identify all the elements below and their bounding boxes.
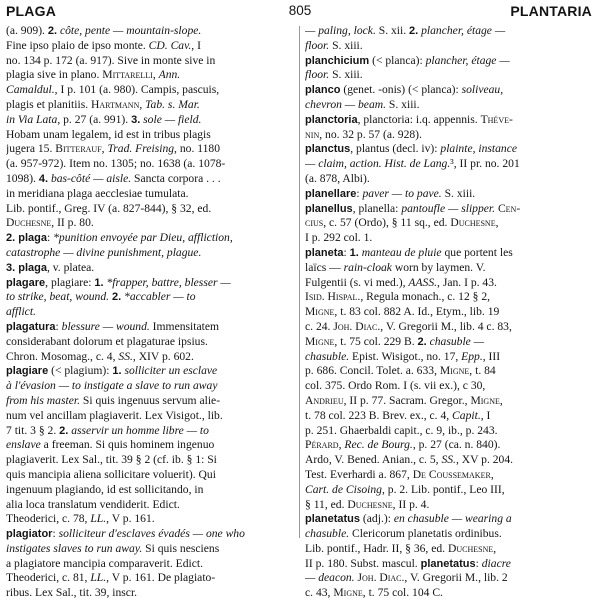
text-run: Cart. de Cisoing <box>305 482 382 496</box>
text-line <box>6 246 298 261</box>
text-line <box>305 172 595 187</box>
text-run: , t. 83 col. 882 A. Id., Etym., lib. 19 <box>334 305 500 319</box>
headword: 2. <box>409 25 419 37</box>
text-run: from his master. <box>6 393 80 407</box>
text-line <box>305 586 595 601</box>
text-run: , planctoria: i.q. appennis. <box>357 112 481 126</box>
text-run: ³, II pr. no. 201 <box>450 157 520 171</box>
text-run: CD. Cav. <box>148 38 192 52</box>
text-line <box>305 128 595 143</box>
text-run: LL. <box>90 571 107 585</box>
text-run: Fine ipso plaio de ipso monte. <box>6 38 149 52</box>
text-line <box>305 202 595 217</box>
text-run: sole — field. <box>140 112 202 126</box>
text-run: (adj.): <box>360 512 394 526</box>
text-run: — paling, lock. <box>305 24 376 37</box>
text-line <box>305 542 595 557</box>
text-run: Duchesne <box>447 541 494 555</box>
text-line <box>305 394 595 409</box>
text-run: floor. <box>305 38 330 52</box>
text-run: , <box>139 97 146 111</box>
text-run: solliciteur d'esclaves évadés — one who <box>58 527 245 541</box>
text-line <box>6 350 298 365</box>
text-run: en chasuble — wearing a <box>393 512 512 526</box>
text-line <box>6 157 298 172</box>
headword: planellare <box>305 187 357 200</box>
text-run: Hartmann <box>91 97 140 111</box>
text-line <box>6 335 298 350</box>
text-line <box>6 557 298 572</box>
text-line <box>6 424 298 439</box>
headword: 1. <box>94 276 104 289</box>
text-run: a plagiatore mancipia comparaverit. Edict. <box>6 556 204 570</box>
headword: 2. <box>417 335 427 348</box>
text-line <box>305 527 595 542</box>
right-column <box>305 24 595 601</box>
text-run: S. xiii. <box>329 38 363 52</box>
text-line <box>305 320 595 335</box>
text-run: Pérard <box>305 438 339 452</box>
text-run: à l'évasion — to instigate a slave to run away <box>6 379 218 393</box>
text-run: , II p. 4. <box>392 497 430 511</box>
text-run: Joh. Diac. <box>333 319 381 333</box>
text-run: , II p. 77. Sacram. Gregor., <box>343 393 471 407</box>
text-run: S. xiii. <box>329 68 363 82</box>
text-run: 1098). <box>6 171 39 185</box>
text-run: , p. 27 (a. 991). <box>57 112 132 126</box>
text-run: Mittarelli <box>102 68 153 82</box>
text-line <box>6 98 298 113</box>
text-run: Trad. Freising <box>107 142 175 156</box>
text-line <box>6 83 298 98</box>
text-run: in meridiana plaga aecclesiae tumulata. <box>6 186 189 200</box>
text-run: *frapper, battre, blesser — <box>103 275 231 289</box>
text-line <box>305 187 595 202</box>
text-run: Duchesne <box>6 216 52 230</box>
text-run: Lib. pontif., Hadr. II, § 36, ed. <box>305 541 448 555</box>
text-line <box>6 571 298 586</box>
text-line <box>305 557 595 572</box>
text-line <box>305 483 595 498</box>
text-line <box>6 409 298 424</box>
text-line <box>6 305 298 320</box>
text-run: c. 24. <box>305 319 334 333</box>
text-run: nin <box>305 127 320 141</box>
text-run: ribus. Lex Sal., tit. 39, inscr. <box>6 586 138 600</box>
text-run: I p. 292 col. 1. <box>305 231 373 245</box>
text-line <box>305 350 595 365</box>
text-run: plagis et planitiis. <box>6 97 92 111</box>
text-run: , <box>493 541 497 555</box>
text-line <box>305 157 595 172</box>
text-run: col. 375. Ordo Rom. I (s. vii ex.), c 30, <box>305 379 486 393</box>
text-run: , t. 84 <box>469 364 496 378</box>
text-run: p. 686. Concil. Tolet. a. 633, <box>305 364 440 378</box>
text-run: plagiaverit. Lex Sal., tit. 39 § 2 (cf. ib. § 1: Si <box>6 453 217 467</box>
text-run: Test. Everhardi a. 867, <box>305 467 413 481</box>
text-line <box>6 187 298 202</box>
text-line <box>6 394 298 409</box>
text-run: Hobam unam legalem, id est in tribus plagis <box>6 127 211 141</box>
text-line <box>6 54 298 69</box>
text-run: asservir un homme libre — to <box>68 423 209 437</box>
text-run: , plantus (decl. iv): <box>350 142 441 156</box>
text-run: p. 251. Ghaerbaldi capit., c. 9, ib., p. 243. <box>305 423 498 437</box>
headword: 2. plaga <box>6 232 47 245</box>
text-run: , <box>495 216 499 230</box>
text-run: (genet. -onis) (< planca): <box>340 83 462 97</box>
headword: planchicium <box>305 54 370 67</box>
text-line <box>6 39 298 54</box>
text-run: Sancta corpora . . . <box>131 171 221 185</box>
text-run: Théve- <box>480 112 513 126</box>
text-run: *accabler — to <box>121 290 196 304</box>
text-run: , Regula monach., c. 12 § 2, <box>360 290 491 304</box>
headword: 3. <box>131 113 141 126</box>
text-run: chasuble. <box>305 349 350 363</box>
text-run: t. 78 col. 223 B. Brev. ex., c. 4, <box>305 408 453 422</box>
text-line <box>6 128 298 143</box>
text-run: , I <box>191 38 201 52</box>
text-run: , plagiare: <box>45 275 95 289</box>
text-line <box>305 246 595 261</box>
text-run: Fulgentii (s. vi med.), <box>305 275 409 289</box>
text-run: Theoderici, c. 81, <box>6 571 91 585</box>
text-run: Capit. <box>452 408 481 422</box>
headword: 2. <box>111 291 122 304</box>
text-line <box>6 468 298 483</box>
headword: planctoria <box>305 113 358 126</box>
text-line <box>305 364 595 379</box>
text-line <box>6 290 298 305</box>
text-run: Immensitatem <box>149 319 220 333</box>
text-run: quis mancipia aliena sollicitare voluerit). Qui <box>6 467 216 481</box>
text-run: , no. 1180 <box>174 142 220 156</box>
text-run: plancher, étage — <box>418 24 506 37</box>
text-line <box>6 261 298 276</box>
text-line <box>6 438 298 453</box>
text-line <box>305 409 595 424</box>
headword: plagiator <box>6 528 53 541</box>
text-run: (< plagium): <box>48 364 113 378</box>
text-line <box>6 231 298 246</box>
text-line <box>305 261 595 276</box>
text-run: chasuble. <box>305 527 350 541</box>
headword: plagare <box>6 276 46 289</box>
text-line <box>305 24 595 39</box>
text-run: Migne <box>470 393 500 407</box>
text-line <box>6 527 298 542</box>
text-line <box>6 512 298 527</box>
text-run: § 11, ed. <box>305 497 348 511</box>
text-run: — claim, action. Hist. de Lang. <box>305 157 451 171</box>
text-line <box>6 498 298 513</box>
text-line <box>305 83 595 98</box>
headword: 1. <box>112 365 122 378</box>
text-line <box>305 113 595 128</box>
page-header <box>0 0 600 22</box>
text-run: , III <box>482 349 501 363</box>
text-line <box>305 305 595 320</box>
text-run: LL. <box>90 512 107 526</box>
text-run: Duchesne <box>347 497 393 511</box>
text-run: que portent les <box>441 245 513 259</box>
text-run: c. 43, <box>305 586 334 600</box>
text-run: Duchesne <box>450 216 496 230</box>
text-run: : <box>343 245 350 259</box>
text-run: jugera 15. <box>6 142 56 156</box>
text-line <box>305 54 595 69</box>
text-run: worn by laymen. V. <box>391 260 486 274</box>
text-run: cius <box>305 216 324 230</box>
text-line <box>6 586 298 601</box>
text-line <box>305 68 595 83</box>
text-line <box>305 498 595 513</box>
text-run: paver — to pave. <box>362 186 442 200</box>
text-line <box>305 571 595 586</box>
text-run: Andrieu <box>305 393 344 407</box>
text-run: ingenuum plagiando, id est sollicitando, in <box>6 482 204 496</box>
text-line <box>6 142 298 157</box>
text-run: SS. <box>118 349 133 363</box>
text-run: manteau de pluie <box>358 245 442 259</box>
text-run: *punition envoyée par Dieu, affliction, <box>53 231 233 245</box>
text-line <box>305 512 595 527</box>
left-column <box>6 24 298 601</box>
text-run: Theoderici, c. 78, <box>6 512 91 526</box>
text-run: SS. <box>441 453 456 467</box>
text-run: : <box>46 231 54 245</box>
text-run: : <box>356 186 363 200</box>
text-run: S. xiii. <box>386 97 420 111</box>
text-run: , I <box>480 408 491 422</box>
text-line <box>6 202 298 217</box>
text-line <box>6 68 298 83</box>
headword: 2. <box>47 25 58 37</box>
text-run: (a. 957-972). Item no. 1305; no. 1638 (a. 1078- <box>6 157 226 171</box>
text-run: instigates slaves to run away. <box>6 541 143 555</box>
headword: planetatus <box>420 557 476 570</box>
text-run: afflict. <box>6 305 36 319</box>
text-line <box>305 438 595 453</box>
text-run: , XV p. 204. <box>455 453 514 467</box>
text-run: — deacon. <box>305 571 355 585</box>
text-run: plancher, étage — <box>425 53 510 67</box>
text-line <box>305 231 595 246</box>
text-run: Rec. de Bourg. <box>344 438 413 452</box>
text-run: chevron — beam. <box>305 97 387 111</box>
text-run: Ardo, V. Bened. Anian., c. 5, <box>305 453 442 467</box>
text-line <box>305 216 595 231</box>
text-run: , V. Gregorii M., lib. 2 <box>404 571 508 585</box>
text-run: (< planca): <box>369 53 426 67</box>
text-run: , p. 2. Lib. pontif., Leo III, <box>381 482 505 496</box>
text-run: , XIV p. 602. <box>132 349 194 363</box>
text-run: , V. Gregorii M., lib. 4 c. 83, <box>380 319 512 333</box>
text-line <box>6 542 298 557</box>
text-run: AASS. <box>408 275 438 289</box>
text-run: Migne <box>305 334 335 348</box>
text-run: , Jan. I p. 43. <box>437 275 497 289</box>
text-line <box>6 453 298 468</box>
text-run: to strike, beat, wound. <box>6 290 110 304</box>
text-run: Ann. <box>158 68 181 82</box>
text-run: plagia sive in plano. <box>6 68 103 82</box>
text-run: , I p. 101 (a. 980). Campis, pascuis, <box>54 83 220 97</box>
text-run: , t. 75 col. 104 C. <box>362 586 443 600</box>
text-run: , no. 32 p. 57 (a. 928). <box>319 127 422 141</box>
text-run: catastrophe — divine punishment, plague. <box>6 245 202 259</box>
text-run: considerabant dolorum et plagaturae ipsius. <box>6 334 208 348</box>
text-run: , c. 57 (Ordo), § 11 sq., ed. <box>323 216 451 230</box>
headword: planco <box>305 84 341 97</box>
text-run: Chron. Mosomag., c. 4, <box>6 349 119 363</box>
header-last-headword: PLANTARIA <box>510 3 592 19</box>
text-run: alia loca translatum vendiderit. Edict. <box>6 497 180 511</box>
text-run: , <box>499 393 503 407</box>
text-run: Migne <box>333 586 363 600</box>
text-run: chasuble — <box>426 334 485 348</box>
text-run: 7 tit. 3 § 2. <box>6 423 60 437</box>
headword: 2. <box>59 424 69 437</box>
text-run: S. xii. <box>375 24 410 37</box>
headword: planctus <box>305 143 351 156</box>
headword: planeta <box>305 246 344 259</box>
text-run: , planella: <box>352 201 402 215</box>
text-run: Joh. Diac. <box>357 571 405 585</box>
text-line <box>305 290 595 305</box>
text-run: II p. 180. Subst. mascul. <box>305 556 421 570</box>
text-line <box>305 468 595 483</box>
text-line <box>305 335 595 350</box>
text-run: : <box>55 319 62 333</box>
text-run: enslave <box>6 438 41 452</box>
page-number: 805 <box>288 3 312 18</box>
text-line <box>305 276 595 291</box>
text-run: , p. 27 (ca. n. 840). <box>412 438 501 452</box>
text-run: floor. <box>305 68 330 82</box>
text-line <box>6 379 298 394</box>
headword: plagiare <box>6 365 49 378</box>
text-run: Migne <box>305 305 335 319</box>
text-run: , <box>152 68 159 82</box>
text-run: Clericorum planetatis ordinibus. <box>349 527 502 541</box>
text-run: pantoufle — slipper. <box>401 201 496 215</box>
text-line <box>6 113 298 128</box>
text-run: Camaldul. <box>6 83 55 97</box>
text-run: Cen- <box>497 201 521 215</box>
text-run: , II p. 80. <box>51 216 94 230</box>
column-divider <box>299 26 300 538</box>
headword: 1. <box>349 246 359 259</box>
text-line <box>6 364 298 379</box>
text-run: , V p. 161. <box>106 512 155 526</box>
headword: planetatus <box>305 513 361 526</box>
text-run: , <box>338 438 345 452</box>
headword: 4. <box>38 172 49 185</box>
text-run: , <box>490 467 494 481</box>
text-run: Epist. Wisigot., no. 17, <box>349 349 462 363</box>
text-run: Epp. <box>461 349 483 363</box>
text-line <box>305 39 595 54</box>
text-run: Isid. Hispal. <box>305 290 361 304</box>
text-run: , v. platea. <box>46 260 95 274</box>
text-run: , V p. 161. De plagiato- <box>106 571 216 585</box>
text-run: Tab. s. Mar. <box>145 97 200 111</box>
text-run: : <box>475 556 482 570</box>
text-line <box>305 142 595 157</box>
text-run: S. xiii. <box>441 186 476 200</box>
text-run: blessure — wound. <box>61 319 150 333</box>
text-line <box>6 320 298 335</box>
text-line <box>305 379 595 394</box>
text-run: a freeman. Si quis hominem ingenuo <box>40 438 215 452</box>
text-run: Lib. pontif., Greg. IV (a. 827-844), § 32, ed. <box>6 201 212 215</box>
text-line <box>6 276 298 291</box>
text-run: solliciter un esclave <box>121 364 218 378</box>
text-line <box>6 24 298 39</box>
text-line <box>305 453 595 468</box>
headword: plagatura <box>6 320 56 333</box>
text-run: soliveau, <box>461 83 504 97</box>
text-run: no. 134 p. 172 (a. 917). Sive in monte sive in <box>6 53 216 67</box>
text-run: in Via Lata <box>6 112 58 126</box>
text-line <box>6 483 298 498</box>
text-run: (a. 878, Albi). <box>305 171 370 185</box>
text-run: : <box>52 527 59 541</box>
text-line <box>6 216 298 231</box>
text-line <box>305 98 595 113</box>
headword: planellus <box>305 202 353 215</box>
text-run: bas-côté — aisle. <box>48 171 132 185</box>
text-run: plainte, instance <box>440 142 518 156</box>
text-run: Migne <box>439 364 470 378</box>
text-run: Si quis nesciens <box>142 541 220 555</box>
text-run: , t. 75 col. 229 B. <box>334 334 418 348</box>
text-run: Bitterauf <box>55 142 102 156</box>
headword: 3. plaga <box>6 261 47 274</box>
text-run: De Coussemaker <box>412 467 491 481</box>
text-line <box>6 172 298 187</box>
text-run: , <box>101 142 108 156</box>
header-first-headword: PLAGA <box>6 3 56 19</box>
text-run: (a. 909). <box>6 24 48 37</box>
text-run: Si quis ingenuus servum alie- <box>79 393 221 407</box>
text-line <box>305 424 595 439</box>
text-run: rain-cloak <box>343 260 392 274</box>
text-run: diacre <box>481 556 511 570</box>
text-run: laïcs — <box>305 260 344 274</box>
text-run: num vel ancillam plagiaverit. Lex Visigot., lib. <box>6 408 223 422</box>
text-run: côte, pente — mountain-slope. <box>57 24 202 37</box>
